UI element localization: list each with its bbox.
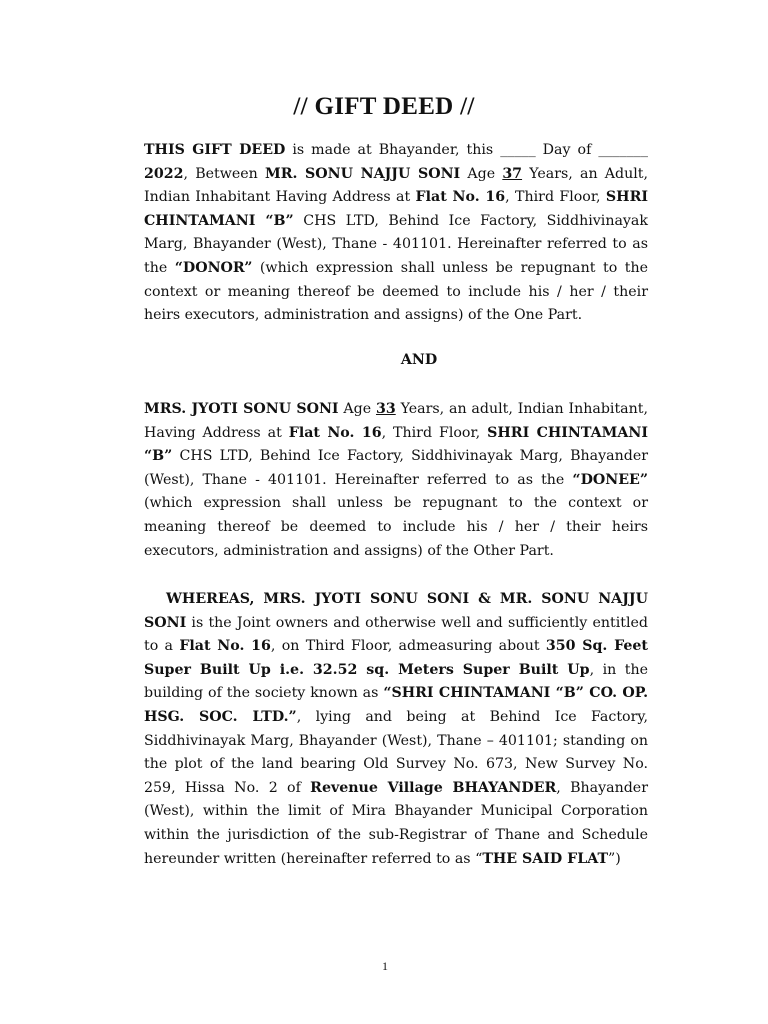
bold-text: Flat No. 16 xyxy=(288,424,382,441)
body-text: (which expression shall unless be repugnant to the context or meaning thereof be deemed to include his / her / their heirs executors, administration and assigns) of the Other Part. xyxy=(144,495,648,559)
bold-text: SHRI CHINTAMANI “B” xyxy=(144,424,648,465)
donor-paragraph xyxy=(144,139,648,328)
bold-text: THIS GIFT DEED xyxy=(144,142,286,158)
body-text: (which expression shall unless be repugnant to the context or meaning thereof be deemed to include his / her / their heirs executors, administration and assigns) of the One Part. xyxy=(144,259,649,324)
donee-paragraph xyxy=(144,398,648,563)
bold-text: Revenue Village BHAYANDER xyxy=(310,779,557,796)
bold-text: MRS. JYOTI SONU SONI xyxy=(144,401,339,417)
bold-text: THE SAID FLAT xyxy=(482,850,609,867)
bold-text: SHRI CHINTAMANI “B” xyxy=(144,189,648,229)
document-title: // GIFT DEED // xyxy=(293,93,475,120)
bold-text: 2022 xyxy=(144,165,184,182)
page-number: 1 xyxy=(382,959,388,973)
body-text: Years, an Adult, Indian Inhabitant Having Address at xyxy=(144,165,648,206)
body-text: , Between xyxy=(183,165,265,182)
bold-text: Flat No. 16 xyxy=(415,189,506,206)
body-text: , lying and being at Behind Ice Factory, Siddhivinayak Marg, Bhayander (West), Thane – 401101; standing on the plot of the land bearing Old Survey No. 673, New Survey No. 259, Hissa No. 2 of xyxy=(144,708,648,796)
underlined-value: 37 xyxy=(502,165,523,182)
body-text: Age xyxy=(338,401,376,417)
body-text: , Third Floor, xyxy=(505,189,606,206)
underlined-value: 33 xyxy=(375,401,396,417)
bold-text: “DONEE” xyxy=(572,471,648,488)
body-text: , Third Floor, xyxy=(381,424,488,441)
whereas-paragraph xyxy=(144,588,648,871)
body-text: CHS LTD, Behind Ice Factory, Siddhivinayak Marg, Bhayander (West), Thane - 401101. Hereinafter referred to as the xyxy=(144,212,648,276)
body-text: is the Joint owners and otherwise well and sufficiently entitled to a xyxy=(144,614,648,655)
body-text: , on Third Floor, admeasuring about xyxy=(270,638,546,655)
bold-text: 350 Sq. Feet Super Built Up i.e. 32.52 sq. Meters Super Built Up xyxy=(144,638,648,678)
body-text: ”) xyxy=(608,850,621,867)
body-text: Years, an adult, Indian Inhabitant, Having Address at xyxy=(144,401,648,441)
and-separator: AND xyxy=(400,352,438,368)
body-text: is made at Bhayander, this _____ Day of _______ xyxy=(285,142,648,158)
bold-text: “SHRI CHINTAMANI “B” CO. OP. HSG. SOC. LTD.” xyxy=(144,685,649,725)
body-text: , Bhayander (West), within the limit of Mira Bhayander Municipal Corporation within the jurisdiction of the sub-Registrar of Thane and Schedule hereunder written (hereinafter referred to as “ xyxy=(144,779,648,867)
body-text: , in the building of the society known as xyxy=(144,661,648,702)
body-text: CHS LTD, Behind Ice Factory, Siddhivinayak Marg, Bhayander (West), Thane - 401101. Hereinafter referred to as the xyxy=(144,448,648,488)
bold-text: “DONOR” xyxy=(174,259,253,276)
bold-text: Flat No. 16 xyxy=(179,638,271,655)
bold-text: WHEREAS, MRS. JYOTI SONU SONI & MR. SONU NAJJU SONI xyxy=(144,591,648,631)
body-text: Age xyxy=(460,165,503,182)
bold-text: MR. SONU NAJJU SONI xyxy=(264,165,461,182)
